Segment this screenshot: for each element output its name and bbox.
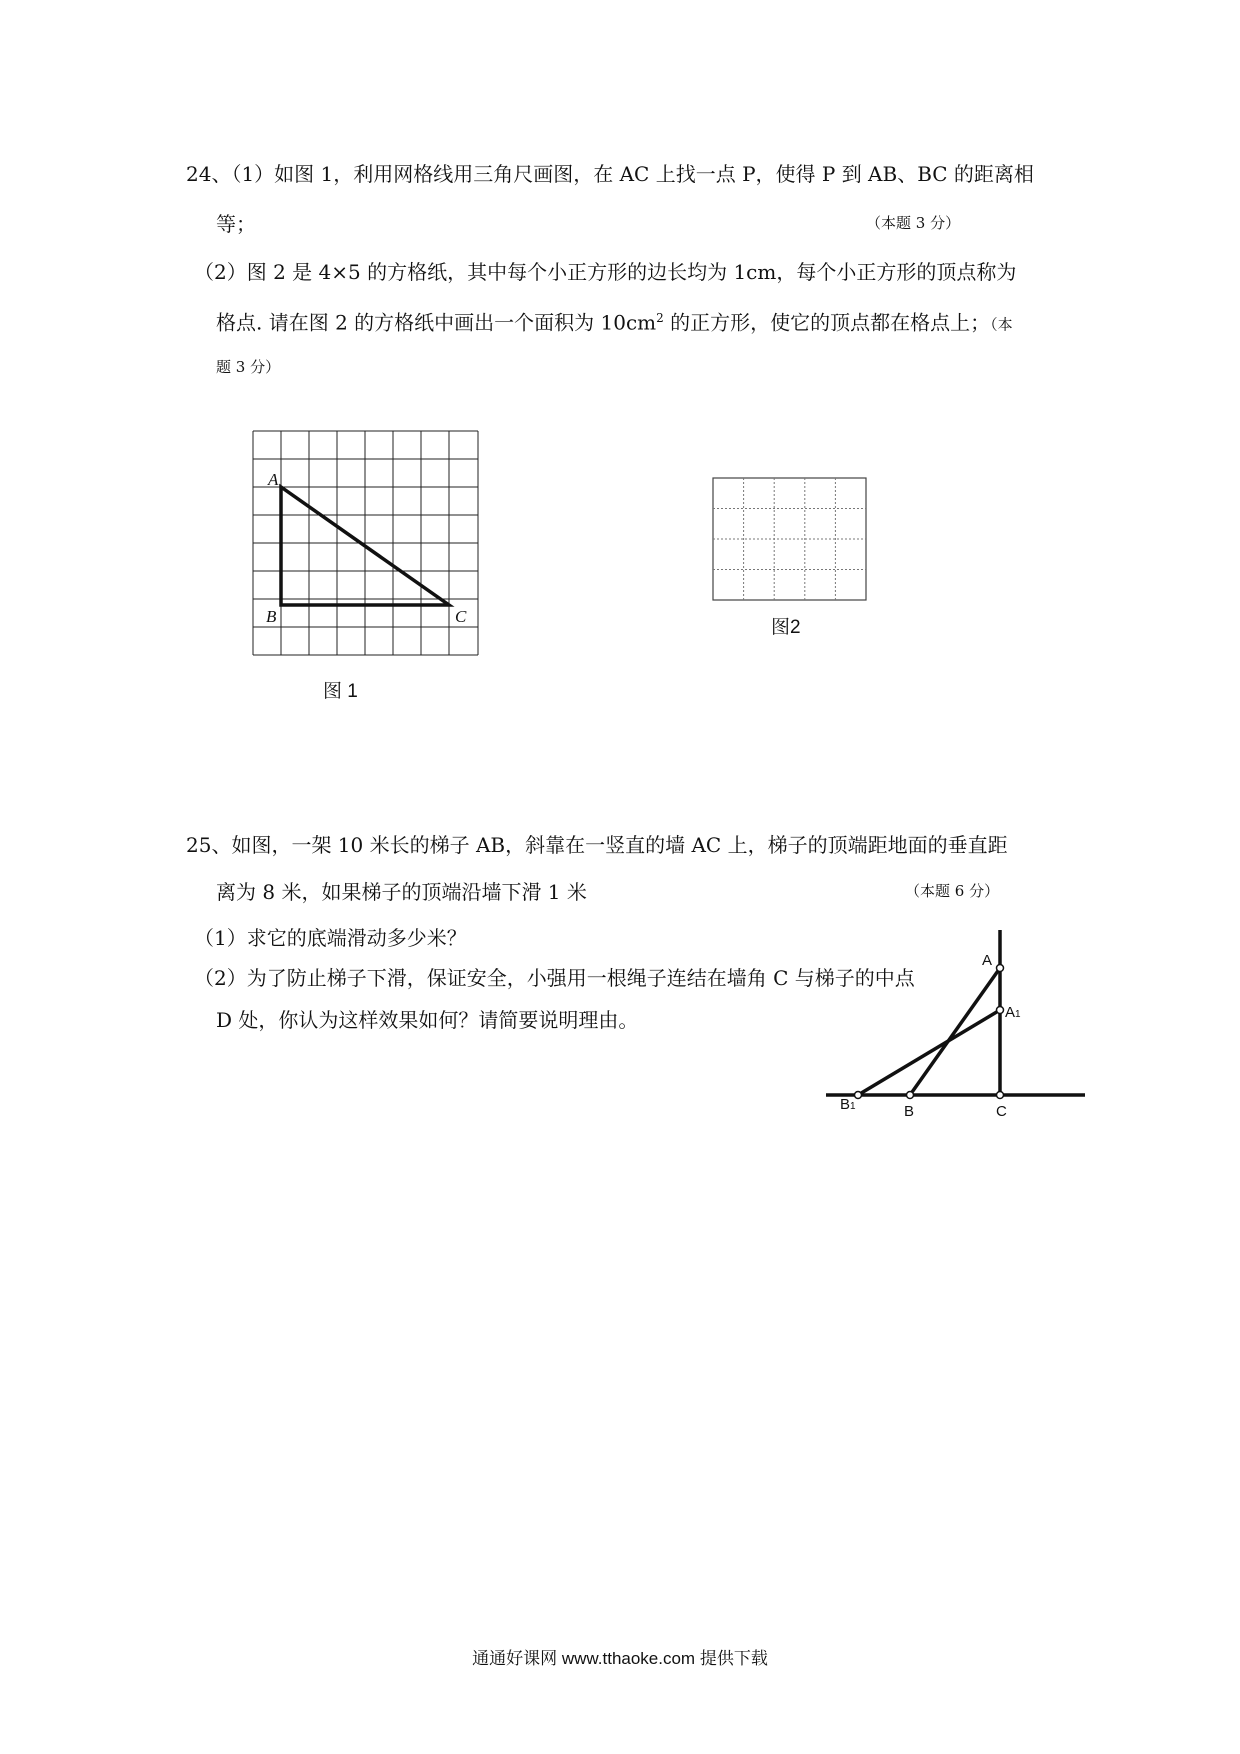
ladder-label-c: C [996,1103,1007,1120]
q24-line4-sup: 2 [656,311,664,325]
fig1-caption: 图 1 [323,681,358,702]
fig1-label-b: B [266,607,277,626]
ladder-label-a1 [1005,1004,1021,1021]
page-footer: 通通好课网 www.tthaoke.com 提供下载 [472,1649,768,1668]
ladder-a1b1 [858,1010,1000,1095]
ladder-ab [910,968,1000,1095]
ladder-label-b: B [904,1103,915,1120]
ladder-label-b1 [840,1096,856,1113]
fig2-grid [713,478,866,600]
q25-line2: 离为 8 米，如果梯子的顶端沿墙下滑 1 米 [216,880,587,904]
point-a1 [997,1007,1004,1014]
ladder-label-a1-text: A [1005,1004,1016,1021]
ladder-label-b1-sub: 1 [850,1101,856,1112]
q24-line4-score: （本 [990,315,1013,334]
q24-line5: 题 3 分） [216,358,281,376]
ladder-label-b1-text: B [840,1096,851,1113]
point-a [997,965,1004,972]
q24-line3: （2）图 2 是 4×5 的方格纸，其中每个小正方形的边长均为 1cm，每个小正方形的顶点称为 [194,260,1017,284]
fig1-label-c: C [455,607,467,626]
point-b [907,1092,914,1099]
figure-2 [710,475,870,605]
fig1-grid [253,431,478,655]
q25-part2-line2: D 处，你认为这样效果如何？请简要说明理由。 [216,1008,639,1032]
q24-line2: 等； [216,212,256,236]
point-c [997,1092,1004,1099]
fig2-caption: 图2 [771,617,801,638]
fig1-label-a: A [268,470,279,489]
q24-line1: 24、（1）如图 1，利用网格线用三角尺画图，在 AC 上找一点 P，使得 P 到 AB、BC 的距离相 [186,162,1034,186]
q25-line1: 25、如图，一架 10 米长的梯子 AB，斜靠在一竖直的墙 AC 上，梯子的顶端距地面的垂直距 [186,833,1008,857]
q25-part1: （1）求它的底端滑动多少米？ [194,926,467,950]
ladder-figure [820,920,1090,1120]
q24-line4 [216,312,1013,333]
q25-score: （本题 6 分） [905,882,1000,900]
ladder-label-a: A [982,952,993,969]
figure-1 [250,425,490,670]
ladder-label-a1-sub: 1 [1015,1009,1021,1020]
q25-part2-line1: （2）为了防止梯子下滑，保证安全，小强用一根绳子连结在墙角 C 与梯子的中点 [194,966,915,990]
q24-score1: （本题 3 分） [866,214,961,232]
q24-line4-text-a: 格点. 请在图 2 的方格纸中画出一个面积为 10cm [216,310,657,335]
q24-line4-text-b: 的正方形，使它的顶点都在格点上； [663,310,991,335]
